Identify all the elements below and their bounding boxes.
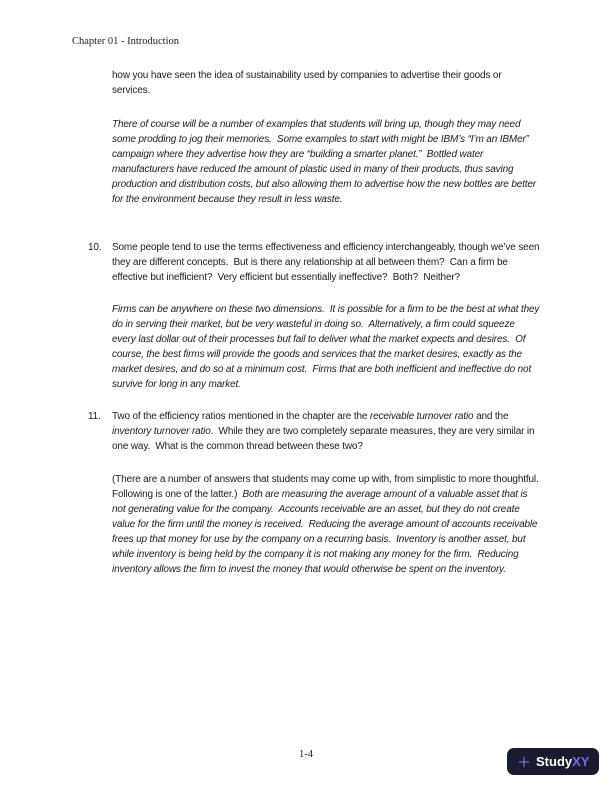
page-number: 1-4	[299, 749, 313, 760]
brand-wordmark	[536, 755, 589, 768]
numbered-item	[88, 409, 540, 454]
brand-name-accent: XY	[572, 754, 590, 769]
paragraph-block	[88, 68, 540, 98]
brand-name-primary: Study	[536, 754, 573, 769]
paragraph-text	[112, 302, 540, 392]
page-header: Chapter 01 - Introduction	[72, 36, 180, 47]
italic-text-segment: inventory turnover ratio	[112, 426, 211, 437]
text-segment: . While they are two completely separate measures, they are very similar in one way. What is the common thread between these two?	[112, 426, 538, 452]
item-number: 10.	[88, 242, 102, 253]
numbered-item	[88, 240, 543, 285]
text-segment: Two of the efficiency ratios mentioned in the chapter are the	[112, 411, 370, 422]
paragraph-block	[88, 472, 544, 577]
paragraph-text	[112, 409, 540, 454]
paragraph-block	[88, 117, 540, 207]
italic-text-segment: Firms can be anywhere on these two dimensions. It is possible for a firm to be the best at what they do in serving their market, but be very wasteful in doing so. Alternatively, a firm could squeeze every last dollar out of their processes but fail to deliver what the market expects and desires. Of course, the best firms will provide the goods and services that the market desires, exactly as the market desires, and do so at a minimum cost. Firms that are both inefficient and ineffective do not survive for long in any market.	[112, 304, 542, 390]
paragraph-block	[88, 302, 540, 392]
plus-icon	[517, 755, 531, 769]
text-segment: how you have seen the idea of sustainability used by companies to advertise their goods or services.	[112, 70, 505, 96]
text-segment: and the	[473, 411, 512, 422]
document-body	[88, 68, 544, 577]
item-number: 11.	[88, 411, 101, 422]
italic-text-segment: Both are measuring the average amount of a valuable asset that is not generating value for the company. Accounts receivable are an asset, but they do not create value for the firm until the money is received. Reducing the average amount of accounts receivable frees up that money for use by the company on a recurring basis. Inventory is another asset, but while inventory is being held by the company it is not making any money for the firm. Reducing inventory allows the firm to invest the money that would otherwise be spent on the inventory.	[112, 489, 541, 575]
italic-text-segment: There of course will be a number of examples that students will bring up, though they may need some prodding to jog their memories. Some examples to start with might be IBM’s “I’m an IBMer” campaign where they advertise how they are “building a smarter planet.” Bottled water manufacturers have reduced the amount of plastic used in many of their products, thus saving production and distribution costs, but also allowing them to advertise how the new bottles are better for the environment because they result in less waste.	[112, 119, 539, 205]
text-segment: (There are a number of answers that students may come up with, from simplistic to more thoughtful. Following is one of the latter.)	[112, 474, 544, 500]
paragraph-text	[112, 472, 544, 577]
text-segment: Some people tend to use the terms effectiveness and efficiency interchangeably, though we’ve seen they are different concepts. But is there any relationship at all between them? Can a firm be effective but inefficient? Very efficient but essentially ineffective? Both? Neither?	[112, 242, 543, 283]
paragraph-text	[112, 68, 540, 98]
paragraph-text	[112, 117, 540, 207]
italic-text-segment: receivable turnover ratio	[369, 411, 474, 422]
paragraph-text	[112, 240, 543, 285]
studyxy-logo-badge[interactable]	[507, 748, 599, 775]
